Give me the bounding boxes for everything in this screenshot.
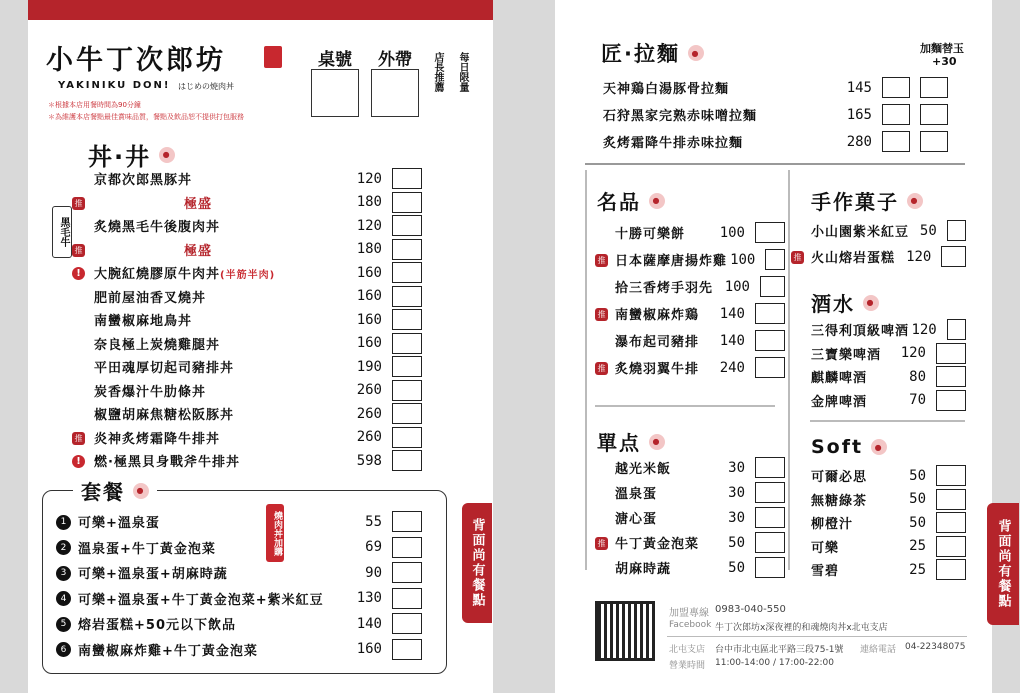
item-name-text: 三得利頂級啤酒: [811, 324, 910, 339]
menu-item: [595, 456, 785, 479]
item-price: 598: [356, 452, 382, 469]
recommend-icon: 推: [791, 251, 804, 264]
recommend-icon: 推: [72, 244, 85, 257]
footer-phone-value: 04-22348075: [905, 642, 966, 652]
item-name: [615, 358, 700, 377]
item-name-text: 雪碧: [811, 564, 840, 579]
item-number-icon: 3: [56, 566, 71, 581]
item-name: [811, 320, 909, 339]
item-price: 120: [356, 170, 382, 187]
item-name: [615, 250, 727, 269]
item-name-text: 溫泉蛋+牛丁黃金泡菜: [78, 541, 216, 557]
menu-item: [791, 219, 966, 242]
quantity-box[interactable]: [392, 239, 422, 260]
item-number-icon: 4: [56, 591, 71, 606]
menu-item: [72, 238, 422, 261]
note-1: ＊根據本店用餐時間為90分鐘: [48, 101, 141, 109]
left-col-rule: [585, 170, 587, 570]
item-price: 120: [356, 217, 382, 234]
ramen-extra-price: +30: [932, 55, 957, 68]
quantity-box[interactable]: [936, 489, 966, 510]
item-name: [811, 490, 881, 509]
item-price: 100: [724, 278, 750, 295]
set-side-tag: 燒肉丼加購: [266, 504, 284, 562]
qr-code-icon[interactable]: [595, 601, 655, 661]
item-number-icon: 2: [56, 540, 71, 555]
item-name: [94, 428, 337, 447]
logo-seal-icon: [264, 46, 282, 68]
right-col-divider: [810, 420, 965, 422]
quantity-box[interactable]: [755, 507, 785, 528]
menu-item: [595, 506, 785, 529]
quantity-box[interactable]: [920, 104, 948, 125]
item-name: [94, 334, 337, 353]
item-name: [94, 240, 337, 259]
quantity-box[interactable]: [936, 366, 966, 387]
quantity-box[interactable]: [755, 557, 785, 578]
legend-recommend: 店長推薦: [432, 52, 443, 92]
item-name: [615, 483, 700, 502]
item-name-text: 南蠻椒麻炸鶏: [615, 308, 700, 323]
item-name-text: 石狩黑家完熟赤味噌拉麵: [603, 109, 758, 124]
single-title: 單点 ●: [597, 427, 665, 456]
seal-icon: ●: [907, 193, 923, 209]
quantity-box[interactable]: [947, 319, 966, 340]
item-name-text: 溫泉蛋: [615, 487, 658, 502]
item-name: [78, 512, 337, 531]
item-name-text: 炭香爆汁牛肋條丼: [94, 384, 207, 400]
item-name: [603, 132, 827, 151]
quantity-box[interactable]: [936, 390, 966, 411]
item-name: [603, 78, 827, 97]
seal-icon: ●: [159, 147, 175, 163]
item-name: [78, 640, 337, 659]
item-number-icon: 5: [56, 617, 71, 632]
item-price: 260: [356, 429, 382, 445]
item-price: 25: [909, 561, 926, 578]
recommend-icon: 推: [595, 537, 608, 550]
seal-icon: ●: [649, 193, 665, 209]
item-price: 130: [356, 590, 382, 606]
item-price: 50: [909, 491, 926, 507]
limited-icon: !: [72, 267, 85, 280]
left-col-divider: [595, 405, 775, 407]
item-name-text: 炙燒羽翼牛排: [615, 362, 700, 377]
quantity-box[interactable]: [392, 511, 422, 532]
item-name: [615, 277, 713, 296]
menu-item: [791, 488, 966, 511]
meibin-title: 名品 ●: [597, 186, 665, 215]
menu-item: [791, 342, 966, 365]
item-name: [78, 538, 337, 557]
item-price: 160: [356, 264, 382, 281]
quantity-box[interactable]: [936, 559, 966, 580]
item-name-text: 麒麟啤酒: [811, 371, 868, 386]
item-price: 260: [356, 382, 382, 398]
footer-line-value: 0983-040-550: [715, 604, 786, 615]
quantity-box[interactable]: [392, 356, 422, 377]
item-name: [94, 263, 337, 282]
item-name-text: 椒鹽胡麻焦糖松阪豚丼: [94, 408, 235, 423]
footer-fb-label: Facebook: [669, 620, 712, 630]
item-name: [94, 451, 337, 470]
item-name-text: 熔岩蛋糕+50元以下飲品: [78, 618, 236, 633]
menu-item: [72, 379, 422, 402]
mid-col-rule: [788, 170, 790, 570]
item-price: 180: [356, 194, 382, 210]
quantity-box[interactable]: [941, 246, 966, 267]
item-price: 160: [356, 335, 382, 351]
item-name: [811, 344, 881, 363]
quantity-box[interactable]: [755, 482, 785, 503]
menu-item: [595, 531, 785, 554]
item-name: [78, 614, 337, 633]
item-name-text: 胡麻時蔬: [615, 562, 672, 577]
quantity-box[interactable]: [936, 465, 966, 486]
quantity-box[interactable]: [392, 309, 422, 330]
menu-item: [56, 561, 422, 584]
quantity-box[interactable]: [392, 215, 422, 236]
quantity-box[interactable]: [392, 588, 422, 609]
menu-item: [72, 449, 422, 472]
back-page-tab-left[interactable]: 背面尚有餐點: [462, 503, 492, 623]
item-price: 160: [356, 311, 382, 328]
quantity-box[interactable]: [882, 131, 910, 152]
item-number-icon: 6: [56, 642, 71, 657]
item-price: 140: [356, 615, 382, 632]
item-name: [615, 458, 700, 477]
item-number-icon: 1: [56, 515, 71, 530]
quantity-box[interactable]: [392, 639, 422, 660]
seal-icon: ●: [133, 483, 149, 499]
item-price: 145: [846, 79, 872, 96]
item-name: [615, 331, 700, 350]
soft-title: Soft ●: [811, 436, 887, 458]
seal-icon: ●: [863, 295, 879, 311]
dine-in-box[interactable]: [311, 69, 359, 117]
ramen-title: 匠·拉麵 ●: [601, 38, 704, 68]
top-red-bar: [28, 0, 493, 20]
item-name: [615, 223, 700, 242]
item-name-text: 三寶樂啤酒: [811, 347, 882, 363]
recommend-icon: 推: [595, 254, 608, 267]
item-name-text: 拾三香烤手羽先: [615, 281, 714, 296]
item-price: 55: [365, 513, 382, 530]
item-name: [603, 105, 827, 124]
item-price: 30: [728, 484, 745, 501]
menu-item: [595, 556, 785, 579]
quantity-box[interactable]: [392, 192, 422, 213]
quantity-box[interactable]: [760, 276, 785, 297]
menu-item: [595, 356, 785, 379]
menu-item: [791, 318, 966, 341]
footer-branch-value: 台中市北屯區北平路三段75-1號: [715, 645, 844, 655]
alcohol-title: 酒水 ●: [811, 288, 879, 317]
item-price: 50: [728, 559, 745, 576]
menu-item: [595, 329, 785, 352]
item-price: 190: [356, 358, 382, 375]
menu-item: [791, 389, 966, 412]
item-price: 50: [919, 222, 937, 239]
footer-line-label: 加盟專線: [669, 608, 709, 619]
item-name-text: 極盛: [184, 243, 213, 259]
ramen-extra-label: 加麵替玉: [920, 42, 964, 55]
item-price: 25: [909, 538, 926, 554]
item-name-text: 南蠻椒麻炸雞+牛丁黃金泡菜: [78, 643, 258, 659]
item-name-text: 炎神炙烤霜降牛排丼: [94, 431, 221, 447]
item-name-text: 無糖綠茶: [811, 493, 868, 509]
menu-item: [791, 464, 966, 487]
back-page-tab-right[interactable]: 背面尚有餐點: [987, 503, 1019, 625]
menu-item: [56, 587, 422, 610]
quantity-box[interactable]: [882, 77, 910, 98]
menu-item: [791, 245, 966, 268]
item-name-text: 奈良極上炭燒雞腿丼: [94, 337, 221, 353]
item-price: 160: [356, 641, 382, 657]
item-name-text: 瀑布起司豬排: [615, 335, 700, 350]
item-name: [811, 513, 881, 532]
recommend-icon: 推: [595, 308, 608, 321]
logo-subtitle: YAKINIKU DON!: [58, 80, 171, 91]
item-name-text: 可爾必思: [811, 470, 868, 485]
quantity-box[interactable]: [392, 333, 422, 354]
item-name: [94, 310, 337, 329]
item-name-text: 金牌啤酒: [811, 394, 868, 410]
item-price: 120: [911, 321, 937, 338]
limited-icon: !: [72, 455, 85, 468]
item-name: [811, 247, 895, 266]
item-name-text: 肥前屋油香叉燒丼: [94, 290, 207, 306]
seal-icon: ●: [871, 439, 887, 455]
menu-item: [56, 536, 422, 559]
item-name: [78, 563, 337, 582]
item-name-text: 極盛: [184, 196, 213, 212]
item-price: 165: [846, 106, 872, 123]
item-name: [94, 357, 337, 376]
item-note: (半筋半肉): [220, 270, 276, 281]
item-name: [811, 391, 881, 410]
item-price: 50: [909, 514, 926, 531]
recommend-icon: 推: [72, 197, 85, 210]
item-price: 120: [900, 345, 926, 361]
item-price: 240: [719, 359, 745, 376]
menu-item: [595, 248, 785, 271]
menu-item: [72, 355, 422, 378]
item-name-text: 火山熔岩蛋糕: [811, 251, 896, 266]
quantity-box[interactable]: [392, 537, 422, 558]
item-name-text: 可樂: [811, 540, 840, 556]
item-price: 80: [909, 368, 926, 385]
quantity-box[interactable]: [936, 536, 966, 557]
menu-item: [72, 308, 422, 331]
item-name-text: 柳橙汁: [811, 517, 854, 532]
menu-item: [56, 638, 422, 661]
legend-limited: 每日限量: [457, 52, 468, 92]
item-price: 260: [356, 405, 382, 422]
quantity-box[interactable]: [882, 104, 910, 125]
menu-item: [595, 481, 785, 504]
item-name-text: 溏心蛋: [615, 512, 658, 527]
item-name: [615, 304, 700, 323]
quantity-box[interactable]: [392, 403, 422, 424]
quantity-box[interactable]: [936, 512, 966, 533]
dine-in-label: 桌號: [318, 50, 352, 70]
quantity-box[interactable]: [392, 562, 422, 583]
item-name: [615, 508, 700, 527]
item-name-text: 天神鶏白湯豚骨拉麵: [603, 82, 730, 97]
quantity-box[interactable]: [947, 220, 966, 241]
menu-item: [72, 285, 422, 308]
footer-fb-value: 牛丁次郎坊x深夜裡的和魂燒肉丼x北屯支店: [715, 623, 888, 633]
item-price: 100: [719, 224, 745, 241]
item-name-text: 牛丁黃金泡菜: [615, 537, 700, 552]
quantity-box[interactable]: [920, 77, 948, 98]
menu-page-front: [28, 0, 493, 693]
recommend-icon: 推: [595, 362, 608, 375]
ramen-divider: [585, 163, 965, 165]
menu-page-back: [555, 0, 992, 693]
item-name: [811, 560, 881, 579]
item-name: [94, 404, 337, 423]
quantity-box[interactable]: [755, 357, 785, 378]
quantity-box[interactable]: [392, 450, 422, 471]
item-price: 30: [728, 509, 745, 526]
item-price: 50: [728, 534, 745, 551]
item-name-text: 越光米飯: [615, 462, 672, 477]
seal-icon: ●: [688, 45, 704, 61]
item-name-text: 京都次郎黑豚丼: [94, 173, 193, 188]
item-price: 30: [728, 459, 745, 476]
item-price: 280: [846, 133, 872, 150]
logo-subtitle-jp: はじめの焼肉丼: [178, 82, 234, 91]
item-name-text: 炙烤霜降牛排赤味拉麵: [603, 136, 744, 151]
item-price: 90: [365, 564, 382, 581]
quantity-box[interactable]: [392, 286, 422, 307]
item-name-text: 可樂+溫泉蛋+牛丁黃金泡菜+紫米紅豆: [78, 592, 324, 608]
don-title: 丼·井 ●: [88, 137, 175, 172]
quantity-box[interactable]: [392, 380, 422, 401]
item-price: 120: [906, 248, 932, 265]
item-name: [78, 589, 337, 608]
item-name: [94, 381, 337, 400]
item-name-text: 可樂+溫泉蛋: [78, 516, 160, 531]
menu-item: [595, 275, 785, 298]
menu-item: [72, 261, 422, 284]
menu-item: [72, 214, 422, 237]
menu-item: [72, 167, 422, 190]
item-price: 100: [730, 251, 756, 268]
footer-phone-label: 連絡電話: [860, 645, 897, 655]
quantity-box[interactable]: [755, 330, 785, 351]
footer-divider: [667, 636, 967, 637]
item-price: 180: [356, 241, 382, 257]
item-name: [811, 221, 909, 240]
menu-item: [791, 511, 966, 534]
menu-item: [72, 332, 422, 355]
item-name: [94, 169, 337, 188]
menu-item: [791, 535, 966, 558]
quantity-box[interactable]: [755, 532, 785, 553]
quantity-box[interactable]: [392, 427, 422, 448]
takeout-label: 外帶: [378, 50, 412, 70]
item-name-text: 燃·極黑貝身戰斧牛排丼: [94, 455, 240, 470]
item-name-text: 南蠻椒麻地鳥丼: [94, 314, 193, 329]
item-price: 70: [909, 392, 926, 408]
menu-item: [56, 510, 422, 533]
quantity-box[interactable]: [755, 303, 785, 324]
footer-hours-label: 營業時間: [669, 661, 706, 671]
item-price: 69: [365, 539, 382, 555]
item-price: 140: [719, 305, 745, 322]
item-name: [94, 287, 337, 306]
item-name: [615, 533, 700, 552]
footer-branch-label: 北屯支店: [669, 645, 706, 655]
item-name: [811, 537, 881, 556]
item-name-text: 平田魂厚切起司豬排丼: [94, 361, 235, 376]
item-name: [94, 216, 337, 235]
quantity-box[interactable]: [755, 222, 785, 243]
item-name-text: 日本薩摩唐揚炸雞: [615, 254, 728, 269]
item-price: 160: [356, 288, 382, 304]
quantity-box[interactable]: [936, 343, 966, 364]
item-price: 50: [909, 467, 926, 484]
quantity-box[interactable]: [392, 262, 422, 283]
don-side-tag: 黑毛牛: [52, 206, 72, 258]
item-price: 140: [719, 332, 745, 349]
takeout-box[interactable]: [371, 69, 419, 117]
menu-item: [72, 402, 422, 425]
item-name-text: 可樂+溫泉蛋+胡麻時蔬: [78, 567, 228, 582]
menu-item: [56, 612, 422, 635]
item-name: [94, 193, 337, 212]
menu-item: [72, 191, 422, 214]
item-name: [811, 466, 881, 485]
sweets-title: 手作菓子 ●: [811, 186, 923, 215]
note-2: ＊為維護本店餐點最佳賞味品質，餐點及飲品恕不提供打包服務: [48, 113, 244, 121]
item-name: [811, 367, 881, 386]
quantity-box[interactable]: [755, 457, 785, 478]
item-name-text: 十勝可樂餅: [615, 227, 686, 242]
menu-item: [603, 130, 948, 153]
recommend-icon: 推: [72, 432, 85, 445]
set-title: 套餐 ●: [73, 476, 157, 505]
menu-item: [72, 426, 422, 449]
menu-item: [595, 302, 785, 325]
item-name-text: 炙燒黑毛牛後腹肉丼: [94, 220, 221, 235]
menu-item: [595, 221, 785, 244]
seal-icon: ●: [649, 434, 665, 450]
quantity-box[interactable]: [765, 249, 785, 270]
quantity-box[interactable]: [920, 131, 948, 152]
quantity-box[interactable]: [392, 168, 422, 189]
menu-item: [791, 365, 966, 388]
footer-hours-value: 11:00-14:00 / 17:00-22:00: [715, 658, 834, 668]
menu-item: [603, 103, 948, 126]
item-name-text: 小山園紫米紅豆: [811, 225, 910, 240]
logo-title: 小牛丁次郎坊: [46, 45, 226, 76]
item-name: [615, 558, 700, 577]
menu-item: [603, 76, 948, 99]
menu-item: [791, 558, 966, 581]
quantity-box[interactable]: [392, 613, 422, 634]
item-name-text: 大腕紅燒膠原牛肉丼: [94, 267, 221, 282]
